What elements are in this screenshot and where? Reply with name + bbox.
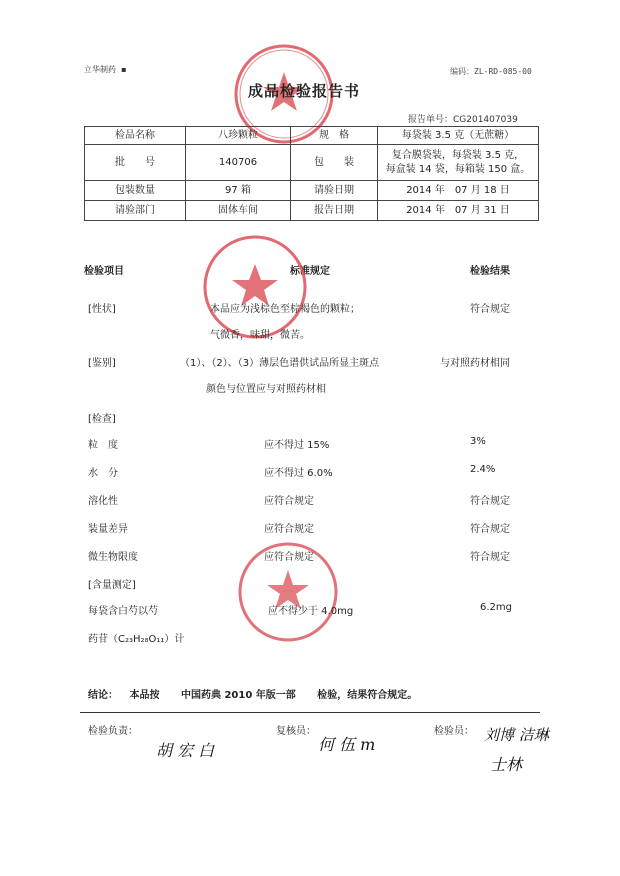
pack-line-2: 每盒装 14 袋，每箱装 150 盒。 bbox=[385, 163, 531, 175]
conclusion-text-a: 本品按 bbox=[129, 690, 160, 701]
conclusion-text-c: 检验，结果符合规定。 bbox=[317, 690, 418, 701]
conclusion bbox=[88, 686, 417, 701]
inspection-standard: 应符合规定 bbox=[264, 524, 314, 535]
inspection-standard: 应符合规定 bbox=[264, 552, 314, 563]
header-item: 检验项目 bbox=[84, 266, 124, 277]
assay-result: 6.2mg bbox=[480, 602, 512, 613]
spec-label: 规 格 bbox=[291, 127, 378, 145]
batch-value: 140706 bbox=[186, 145, 291, 181]
supervisor-signature: 胡 宏 白 bbox=[156, 741, 215, 760]
pack-label: 包 装 bbox=[291, 145, 378, 181]
header-result: 检验结果 bbox=[470, 266, 510, 277]
inspection-name: 装量差异 bbox=[88, 524, 128, 535]
dept-value: 固体车间 bbox=[186, 201, 291, 221]
character-label: [性状] bbox=[88, 304, 116, 315]
assay-standard: 应不得少于 4.0mg bbox=[268, 606, 354, 617]
inspector-signature-b: 士林 bbox=[490, 755, 523, 774]
inspection-standard: 应符合规定 bbox=[264, 496, 314, 507]
reviewer-signature: 何 伍 m bbox=[318, 735, 376, 754]
conclusion-label: 结论： bbox=[88, 690, 118, 701]
pack-value bbox=[378, 145, 539, 181]
report-date-value: 2014 年 07 月 31 日 bbox=[378, 201, 539, 221]
identification-label: [鉴别] bbox=[88, 358, 116, 369]
req-date-value: 2014 年 07 月 18 日 bbox=[378, 181, 539, 201]
assay-label: [含量测定] bbox=[88, 580, 136, 591]
inspection-standard: 应不得过 15% bbox=[264, 440, 330, 451]
inspector-label: 检验员： bbox=[434, 726, 474, 737]
product-value: 八珍颗粒 bbox=[186, 127, 291, 145]
inspection-result: 2.4% bbox=[470, 464, 496, 475]
logo-text: 立华制药 bbox=[84, 65, 116, 74]
header-standard: 标准规定 bbox=[290, 266, 330, 277]
inspection-label: [检查] bbox=[88, 414, 116, 425]
assay-name-2: 药苷（C₂₃H₂₈O₁₁）计 bbox=[88, 634, 185, 645]
identification-result: 与对照药材相同 bbox=[440, 358, 510, 369]
pack-line-1: 复合膜袋装，每袋装 3.5 克， bbox=[391, 149, 525, 161]
inspection-result: 符合规定 bbox=[470, 496, 510, 507]
character-standard-1: 本品应为浅棕色至棕褐色的颗粒； bbox=[210, 304, 360, 315]
product-info-table bbox=[84, 126, 539, 221]
qty-value: 97 箱 bbox=[186, 181, 291, 201]
spec-value: 每袋装 3.5 克（无蔗糖） bbox=[378, 127, 539, 145]
inspection-name: 溶化性 bbox=[88, 496, 118, 507]
assay-name-1: 每袋含白芍以芍 bbox=[88, 606, 158, 617]
qty-label: 包装数量 bbox=[85, 181, 186, 201]
inspection-standard: 应不得过 6.0% bbox=[264, 468, 333, 479]
inspection-result: 3% bbox=[470, 436, 486, 447]
inspection-result: 符合规定 bbox=[470, 524, 510, 535]
logo-icon: ▪ bbox=[118, 65, 127, 74]
identification-standard-2: 颜色与位置应与对照药材相 bbox=[206, 384, 326, 395]
document-code: 编码：ZL-RD-085-00 bbox=[450, 67, 532, 76]
report-title: 成品检验报告书 bbox=[248, 82, 361, 100]
sales-stamp-bottom bbox=[236, 540, 340, 644]
inspection-name: 微生物限度 bbox=[88, 552, 138, 563]
product-label: 检品名称 bbox=[85, 127, 186, 145]
character-result: 符合规定 bbox=[470, 304, 510, 315]
inspector-signature-a: 刘博 洁琳 bbox=[484, 726, 549, 744]
inspection-result: 符合规定 bbox=[470, 552, 510, 563]
character-standard-2: 气微香，味甜，微苦。 bbox=[210, 330, 310, 341]
company-logo bbox=[84, 64, 127, 75]
report-number: 报告单号：CG201407039 bbox=[408, 115, 518, 125]
batch-label: 批 号 bbox=[85, 145, 186, 181]
inspection-name: 水 分 bbox=[88, 468, 118, 479]
conclusion-text-b: 中国药典 2010 年版一部 bbox=[180, 690, 296, 701]
inspection-name: 粒 度 bbox=[88, 440, 118, 451]
dept-label: 请验部门 bbox=[85, 201, 186, 221]
report-date-label: 报告日期 bbox=[291, 201, 378, 221]
req-date-label: 请验日期 bbox=[291, 181, 378, 201]
reviewer-label: 复核员： bbox=[276, 726, 316, 737]
identification-standard-1: （1）、（2）、（3）薄层色谱供试品所显主斑点 bbox=[180, 358, 380, 369]
supervisor-label: 检验负责： bbox=[88, 726, 138, 737]
divider bbox=[80, 712, 540, 713]
